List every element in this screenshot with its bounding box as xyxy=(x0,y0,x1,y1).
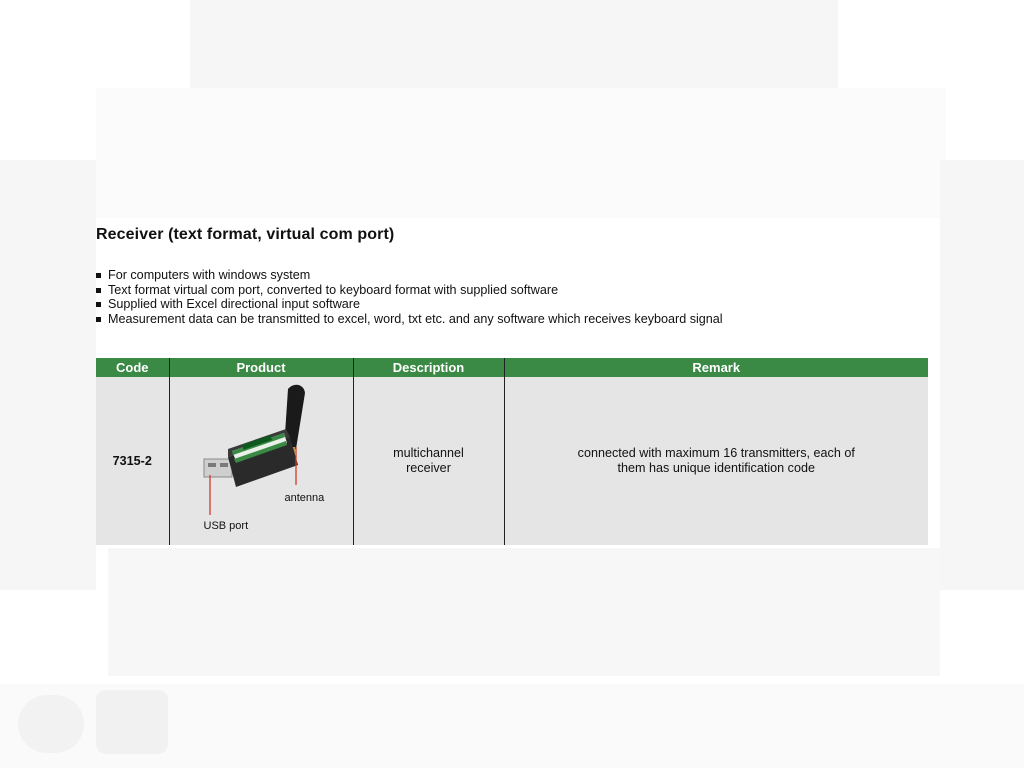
column-header-code: Code xyxy=(96,358,169,377)
feature-item: Measurement data can be transmitted to excel, word, txt etc. and any software which receives keyboard signal xyxy=(96,312,723,327)
column-header-product: Product xyxy=(169,358,353,377)
remark-text: connected with maximum 16 transmitters, each of them has unique identification code xyxy=(577,446,855,475)
antenna-label: antenna xyxy=(284,492,325,504)
background-panel xyxy=(940,160,1024,590)
code-cell: 7315-2 xyxy=(96,377,169,545)
column-header-remark: Remark xyxy=(504,358,928,377)
feature-item: Text format virtual com port, converted to keyboard format with supplied software xyxy=(96,283,723,298)
background-button xyxy=(18,695,84,753)
background-panel xyxy=(108,548,940,676)
usb-port-label: USB port xyxy=(203,520,249,532)
background-panel xyxy=(0,160,96,590)
feature-item: Supplied with Excel directional input software xyxy=(96,297,723,312)
table-header-row xyxy=(96,358,928,377)
background-panel xyxy=(190,0,838,88)
feature-item: For computers with windows system xyxy=(96,268,723,283)
description-cell xyxy=(353,377,504,545)
product-cell xyxy=(169,377,353,545)
remark-cell xyxy=(504,377,928,545)
table-row xyxy=(96,377,928,545)
usb-receiver-icon xyxy=(170,377,353,545)
product-image xyxy=(170,377,353,545)
spec-table xyxy=(96,358,928,545)
background-panel xyxy=(96,88,946,218)
feature-list xyxy=(96,268,723,326)
section-heading: Receiver (text format, virtual com port) xyxy=(96,226,395,243)
column-header-description: Description xyxy=(353,358,504,377)
description-text: multichannel receiver xyxy=(393,446,464,475)
background-button xyxy=(96,690,168,754)
